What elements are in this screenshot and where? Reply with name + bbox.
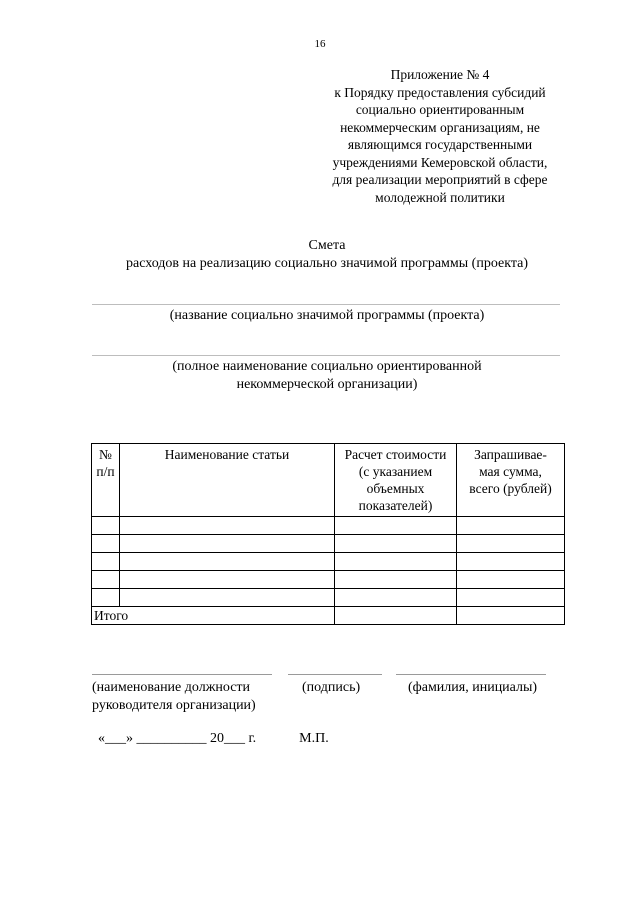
document-title [0,237,640,273]
table-header-row [92,444,565,517]
page-number: 16 [314,38,326,50]
subtitle-line: расходов на реализацию социально значимой программы (проекта) [126,256,528,271]
header-item: Наименование статьи [120,444,335,517]
table-total-row [92,607,565,625]
position-signature-line [92,674,272,675]
table-cell[interactable] [457,535,565,553]
table-cell[interactable] [457,517,565,535]
org-caption-line: (полное наименование социально ориентированной [172,359,482,374]
appendix-header [300,66,580,206]
org-name-caption [0,358,640,394]
estimate-table [91,443,565,625]
table-cell[interactable] [120,517,335,535]
total-label: Итого [92,607,335,625]
header-num: № п/п [92,444,120,517]
position-caption: (наименование должности руководителя организации) [92,680,256,713]
table-cell[interactable] [92,535,120,553]
appendix-line: социально ориентированным [355,102,525,117]
appendix-line: Приложение № 4 [390,67,490,82]
name-caption: (фамилия, инициалы) [408,680,538,695]
table-cell[interactable] [120,571,335,589]
table-cell[interactable] [92,571,120,589]
table-cell[interactable] [120,553,335,571]
table-row [92,589,565,607]
table-cell[interactable] [92,517,120,535]
table-row [92,517,565,535]
table-row [92,553,565,571]
table-cell[interactable] [335,535,457,553]
title-line: Смета [308,238,346,253]
table-cell[interactable] [335,553,457,571]
table-cell[interactable] [92,589,120,607]
table-cell[interactable] [120,589,335,607]
date-field: «___» __________ 20___ г. [98,731,257,746]
table-cell[interactable] [92,553,120,571]
header-amount: Запрашивае- мая сумма, всего (рублей) [457,444,565,517]
table-row [92,571,565,589]
table-cell[interactable] [335,571,457,589]
table-cell[interactable] [335,517,457,535]
stamp-label: М.П. [299,731,329,746]
table-cell[interactable] [457,553,565,571]
table-cell[interactable] [457,589,565,607]
table-cell[interactable] [457,607,565,625]
table-cell[interactable] [335,607,457,625]
name-signature-line [396,674,546,675]
org-caption-line: некоммерческой организации) [236,377,418,392]
sign-signature-line [288,674,382,675]
org-name-line [92,355,560,356]
appendix-line: к Порядку предоставления субсидий [334,84,546,100]
appendix-line: являющимся государственными [347,137,533,152]
table-cell[interactable] [457,571,565,589]
appendix-line: некоммерческим организациям, не [340,119,540,135]
header-calc: Расчет стоимости (с указанием объемных показателей) [335,444,457,517]
date-line [98,731,329,747]
appendix-line: для реализации мероприятий в сфере [332,172,548,187]
program-name-caption: (название социально значимой программы (проекта) [169,308,485,323]
program-name-line [92,304,560,305]
appendix-line: учреждениями Кемеровской области, [332,154,548,170]
sign-caption: (подпись) [302,680,361,695]
table-cell[interactable] [335,589,457,607]
table-row [92,535,565,553]
appendix-line: молодежной политики [375,189,505,205]
table-cell[interactable] [120,535,335,553]
